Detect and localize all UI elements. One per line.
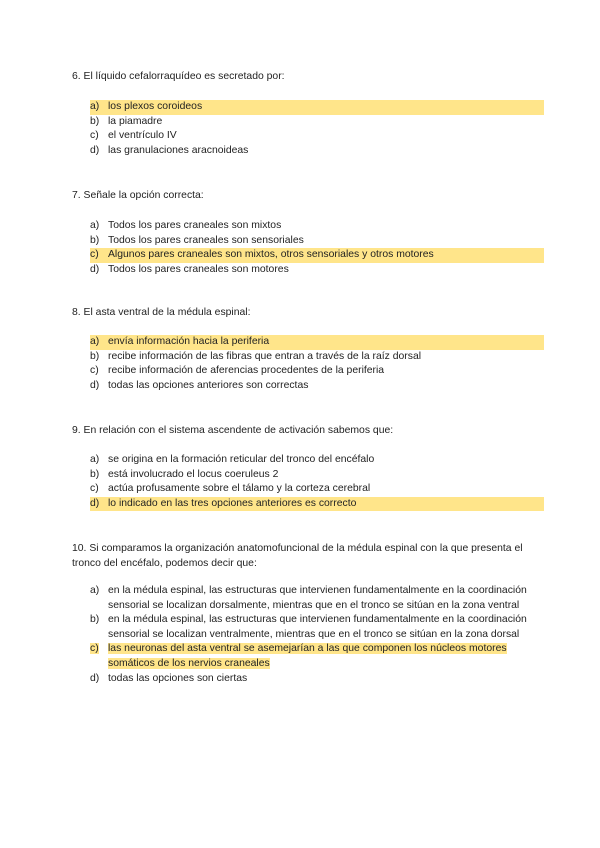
option-text: recibe información de las fibras que entran a través de la raíz dorsal	[108, 350, 422, 362]
option-d: d) Todos los pares craneales son motores	[90, 263, 544, 278]
option-text: Algunos pares craneales son mixtos, otros sensoriales y otros motores	[108, 248, 544, 263]
option-c: c) actúa profusamente sobre el tálamo y la corteza cerebral	[90, 482, 544, 497]
option-text: Todos los pares craneales son sensoriales	[108, 234, 304, 246]
option-text: se origina en la formación reticular del tronco del encéfalo	[108, 454, 375, 465]
option-text: actúa profusamente sobre el tálamo y la corteza cerebral	[108, 483, 371, 495]
question-text: 8. El asta ventral de la médula espinal:	[72, 307, 251, 318]
option-text: envía información hacia la periferia	[108, 335, 544, 350]
question-10	[72, 542, 542, 684]
question-6	[72, 70, 542, 156]
question-text: 10. Si comparamos la organización anatomofuncional de la médula espinal con la que presenta el tronco del encéfalo, podemos decir que:	[72, 543, 523, 569]
question-7	[72, 189, 542, 275]
option-c: c) las neuronas del asta ventral se asemejarían a las que componen los núcleos motores somáticos de los nervios craneales	[90, 642, 544, 671]
option-b: b) está involucrado el locus coeruleus 2	[90, 468, 544, 483]
option-text: las granulaciones aracnoideas	[108, 144, 249, 156]
option-d: d) lo indicado en las tres opciones anteriores es correcto	[90, 497, 544, 512]
option-c: c) Algunos pares craneales son mixtos, otros sensoriales y otros motores	[90, 248, 544, 263]
option-a: a) los plexos coroideos	[90, 100, 544, 115]
option-text: Todos los pares craneales son mixtos	[108, 220, 282, 231]
option-text: en la médula espinal, las estructuras que intervienen fundamentalmente en la coordinación sensorial se localizan dorsalmente, mientras que en el tronco se sitúan en la zona ventral	[108, 585, 527, 611]
question-text: 6. El líquido cefalorraquídeo es secretado por:	[72, 71, 285, 82]
question-8	[72, 306, 542, 391]
option-a: a) se origina en la formación reticular del tronco del encéfalo	[90, 453, 544, 468]
question-9	[72, 424, 542, 509]
option-text: lo indicado en las tres opciones anteriores es correcto	[108, 497, 544, 512]
option-text: recibe información de aferencias procedentes de la periferia	[108, 365, 385, 377]
options-list	[90, 453, 544, 511]
option-b: b) recibe información de las fibras que entran a través de la raíz dorsal	[90, 350, 544, 365]
option-text: los plexos coroideos	[108, 100, 544, 115]
option-d: d) todas las opciones son ciertas	[90, 672, 544, 687]
question-text: 7. Señale la opción correcta:	[72, 190, 204, 201]
option-text: las neuronas del asta ventral se asemejarían a las que componen los núcleos motores somáticos de los nervios craneales	[108, 643, 507, 669]
option-c: c) recibe información de aferencias procedentes de la periferia	[90, 364, 544, 379]
option-text: está involucrado el locus coeruleus 2	[108, 468, 279, 480]
option-text: el ventrículo IV	[108, 130, 177, 142]
option-a: a) Todos los pares craneales son mixtos	[90, 219, 544, 234]
question-text: 9. En relación con el sistema ascendente de activación sabemos que:	[72, 425, 394, 436]
options-list	[90, 584, 544, 686]
option-a: a) en la médula espinal, las estructuras que intervienen fundamentalmente en la coordinación sensorial se localizan dorsalmente, mientras que en el tronco se sitúan en la zona ventral	[90, 584, 544, 613]
option-text: la piamadre	[108, 115, 163, 127]
option-b: b) en la médula espinal, las estructuras que intervienen fundamentalmente en la coordinación sensorial se localizan ventralmente, mientras que en el tronco se sitúan en la zona dorsal	[90, 613, 544, 642]
options-list	[90, 100, 544, 158]
option-c: c) el ventrículo IV	[90, 129, 544, 144]
option-b: b) la piamadre	[90, 115, 544, 130]
options-list	[90, 219, 544, 277]
option-text: todas las opciones anteriores son correctas	[108, 379, 309, 391]
option-text: en la médula espinal, las estructuras que intervienen fundamentalmente en la coordinación sensorial se localizan ventralmente, mientras que en el tronco se sitúan en la zona dorsal	[108, 614, 527, 640]
option-b: b) Todos los pares craneales son sensoriales	[90, 234, 544, 249]
option-d: d) todas las opciones anteriores son correctas	[90, 379, 544, 394]
option-d: d) las granulaciones aracnoideas	[90, 144, 544, 159]
options-list	[90, 335, 544, 393]
option-text: todas las opciones son ciertas	[108, 672, 248, 684]
option-a: a) envía información hacia la periferia	[90, 335, 544, 350]
option-text: Todos los pares craneales son motores	[108, 263, 289, 275]
